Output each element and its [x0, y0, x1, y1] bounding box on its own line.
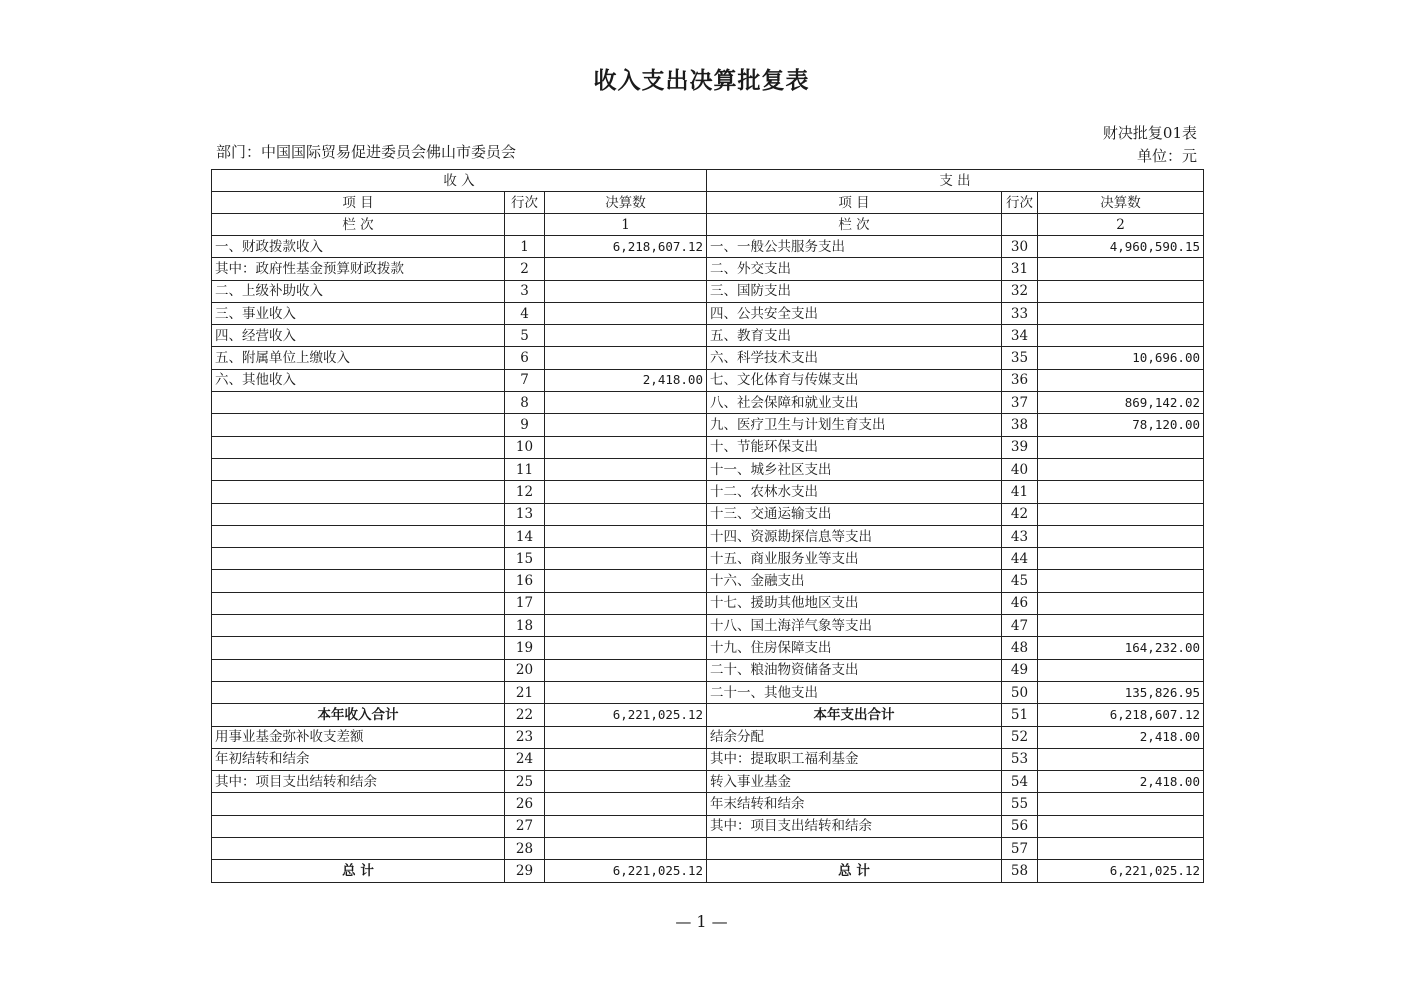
income-item-cell [212, 570, 505, 592]
table-row [212, 704, 1204, 726]
income-amount-cell: 6,218,607.12 [545, 236, 707, 258]
table-row [212, 860, 1204, 882]
expense-amount-cell [1038, 838, 1204, 860]
expense-item-cell: 十四、资源勘探信息等支出 [707, 525, 1002, 547]
expense-rowno-cell: 36 [1002, 369, 1038, 391]
income-item-cell [212, 838, 505, 860]
expense-item-cell: 十、节能环保支出 [707, 436, 1002, 458]
table-row [212, 236, 1204, 258]
expense-item-cell: 二十、粮油物资储备支出 [707, 659, 1002, 681]
page-title: 收入支出决算批复表 [593, 68, 810, 94]
income-header: 收 入 [212, 170, 707, 192]
expense-amount-cell: 869,142.02 [1038, 392, 1204, 414]
income-rowno-cell: 14 [505, 525, 545, 547]
expense-rowno-cell: 32 [1002, 280, 1038, 302]
expense-rowno-cell: 33 [1002, 302, 1038, 324]
expense-item-header: 项 目 [707, 192, 1002, 214]
income-rowno-cell: 26 [505, 793, 545, 815]
income-amount-cell [545, 548, 707, 570]
income-rowno-cell: 24 [505, 748, 545, 770]
income-item-cell [212, 548, 505, 570]
table-row [212, 392, 1204, 414]
income-rowno-cell: 5 [505, 325, 545, 347]
unit-label: 单位：元 [1136, 147, 1197, 165]
expense-item-cell: 九、医疗卫生与计划生育支出 [707, 414, 1002, 436]
expense-item-cell: 十七、援助其他地区支出 [707, 592, 1002, 614]
expense-rowno-cell: 42 [1002, 503, 1038, 525]
income-amount-cell [545, 481, 707, 503]
expense-item-cell: 十二、农林水支出 [707, 481, 1002, 503]
expense-amount-cell [1038, 280, 1204, 302]
expense-item-cell: 三、国防支出 [707, 280, 1002, 302]
expense-item-cell: 结余分配 [707, 726, 1002, 748]
income-expense-table [211, 169, 1204, 883]
expense-amount-header: 决算数 [1038, 192, 1204, 214]
income-rowno-cell: 13 [505, 503, 545, 525]
expense-item-cell: 十九、住房保障支出 [707, 637, 1002, 659]
expense-amount-cell [1038, 815, 1204, 837]
expense-amount-cell [1038, 525, 1204, 547]
expense-amount-cell [1038, 615, 1204, 637]
table-row [212, 548, 1204, 570]
expense-item-cell: 六、科学技术支出 [707, 347, 1002, 369]
expense-amount-cell: 2,418.00 [1038, 726, 1204, 748]
expense-amount-cell [1038, 458, 1204, 480]
table-row [212, 458, 1204, 480]
department-label: 部门：中国国际贸易促进委员会佛山市委员会 [216, 143, 517, 161]
income-amount-cell [545, 615, 707, 637]
header-row-columns [212, 192, 1204, 214]
income-item-cell: 其中：项目支出结转和结余 [212, 771, 505, 793]
table-row [212, 681, 1204, 703]
expense-rowno-cell: 46 [1002, 592, 1038, 614]
income-item-header: 项 目 [212, 192, 505, 214]
income-amount-cell [545, 503, 707, 525]
table-row [212, 525, 1204, 547]
income-amount-cell [545, 681, 707, 703]
income-item-cell: 其中：政府性基金预算财政拨款 [212, 258, 505, 280]
expense-amount-cell [1038, 302, 1204, 324]
table-row [212, 302, 1204, 324]
income-rowno-cell: 6 [505, 347, 545, 369]
expense-rowno-cell: 35 [1002, 347, 1038, 369]
expense-rowno-cell: 30 [1002, 236, 1038, 258]
income-rowno-cell: 9 [505, 414, 545, 436]
income-rowno-cell: 21 [505, 681, 545, 703]
expense-rowno-cell: 40 [1002, 458, 1038, 480]
income-item-cell [212, 503, 505, 525]
income-amount-cell [545, 793, 707, 815]
income-amount-cell [545, 570, 707, 592]
table-row [212, 793, 1204, 815]
expense-amount-cell [1038, 748, 1204, 770]
income-amount-cell [545, 525, 707, 547]
expense-amount-cell [1038, 548, 1204, 570]
income-item-cell: 二、上级补助收入 [212, 280, 505, 302]
income-rowno-cell: 11 [505, 458, 545, 480]
income-rowno-cell: 17 [505, 592, 545, 614]
expense-item-cell: 十六、金融支出 [707, 570, 1002, 592]
income-column-label: 栏 次 [212, 214, 505, 236]
table-row [212, 726, 1204, 748]
income-amount-cell [545, 838, 707, 860]
income-amount-cell [545, 347, 707, 369]
income-amount-cell [545, 392, 707, 414]
expense-rowno-cell: 45 [1002, 570, 1038, 592]
expense-column-number: 2 [1038, 214, 1204, 236]
income-rowno-cell: 29 [505, 860, 545, 882]
expense-item-cell: 七、文化体育与传媒支出 [707, 369, 1002, 391]
table-row [212, 481, 1204, 503]
income-amount-header: 决算数 [545, 192, 707, 214]
expense-amount-cell [1038, 325, 1204, 347]
income-rowno-cell: 15 [505, 548, 545, 570]
expense-rowno-cell: 38 [1002, 414, 1038, 436]
expense-amount-cell: 4,960,590.15 [1038, 236, 1204, 258]
income-item-cell: 五、附属单位上缴收入 [212, 347, 505, 369]
expense-rowno-cell: 53 [1002, 748, 1038, 770]
table-row [212, 815, 1204, 837]
income-item-cell [212, 414, 505, 436]
table-row [212, 503, 1204, 525]
expense-item-cell: 转入事业基金 [707, 771, 1002, 793]
income-amount-cell [545, 748, 707, 770]
income-amount-cell [545, 815, 707, 837]
income-rowno-cell: 16 [505, 570, 545, 592]
income-amount-cell [545, 637, 707, 659]
table-row [212, 637, 1204, 659]
table-row [212, 436, 1204, 458]
table-row [212, 369, 1204, 391]
income-rowno-cell: 25 [505, 771, 545, 793]
expense-rowno-cell: 51 [1002, 704, 1038, 726]
expense-amount-cell: 10,696.00 [1038, 347, 1204, 369]
expense-rowno-cell: 50 [1002, 681, 1038, 703]
expense-amount-cell [1038, 503, 1204, 525]
income-rowno-cell: 27 [505, 815, 545, 837]
table-row [212, 615, 1204, 637]
income-item-cell [212, 592, 505, 614]
expense-rowno-cell: 56 [1002, 815, 1038, 837]
income-item-cell [212, 615, 505, 637]
expense-amount-cell: 164,232.00 [1038, 637, 1204, 659]
expense-amount-cell [1038, 436, 1204, 458]
expense-rowno-cell: 48 [1002, 637, 1038, 659]
expense-column-blank [1002, 214, 1038, 236]
income-rowno-cell: 20 [505, 659, 545, 681]
table-row [212, 659, 1204, 681]
table-row [212, 592, 1204, 614]
table-row [212, 280, 1204, 302]
expense-amount-cell [1038, 481, 1204, 503]
expense-item-cell: 十五、商业服务业等支出 [707, 548, 1002, 570]
income-item-cell: 三、事业收入 [212, 302, 505, 324]
expense-rowno-cell: 31 [1002, 258, 1038, 280]
expense-amount-cell [1038, 659, 1204, 681]
expense-rowno-cell: 47 [1002, 615, 1038, 637]
income-amount-cell [545, 414, 707, 436]
income-amount-cell [545, 302, 707, 324]
income-rowno-cell: 23 [505, 726, 545, 748]
expense-amount-cell: 78,120.00 [1038, 414, 1204, 436]
income-rowno-cell: 8 [505, 392, 545, 414]
income-amount-cell [545, 458, 707, 480]
income-item-cell [212, 458, 505, 480]
expense-amount-cell [1038, 570, 1204, 592]
expense-rowno-cell: 34 [1002, 325, 1038, 347]
income-item-cell: 用事业基金弥补收支差额 [212, 726, 505, 748]
income-rowno-cell: 18 [505, 615, 545, 637]
income-item-cell [212, 681, 505, 703]
expense-item-cell: 年末结转和结余 [707, 793, 1002, 815]
table-row [212, 347, 1204, 369]
income-item-cell: 四、经营收入 [212, 325, 505, 347]
income-amount-cell [545, 771, 707, 793]
expense-column-label: 栏 次 [707, 214, 1002, 236]
income-amount-cell [545, 592, 707, 614]
income-amount-cell: 2,418.00 [545, 369, 707, 391]
income-rowno-header: 行次 [505, 192, 545, 214]
income-item-cell: 年初结转和结余 [212, 748, 505, 770]
income-item-cell: 本年收入合计 [212, 704, 505, 726]
income-rowno-cell: 7 [505, 369, 545, 391]
income-rowno-cell: 28 [505, 838, 545, 860]
expense-item-cell: 二、外交支出 [707, 258, 1002, 280]
table-row [212, 570, 1204, 592]
header-row-section [212, 170, 1204, 192]
expense-item-cell: 四、公共安全支出 [707, 302, 1002, 324]
expense-rowno-cell: 49 [1002, 659, 1038, 681]
expense-item-cell: 其中：项目支出结转和结余 [707, 815, 1002, 837]
expense-amount-cell [1038, 369, 1204, 391]
expense-rowno-cell: 58 [1002, 860, 1038, 882]
income-amount-cell: 6,221,025.12 [545, 704, 707, 726]
expense-item-cell: 总 计 [707, 860, 1002, 882]
income-item-cell [212, 815, 505, 837]
expense-amount-cell: 6,218,607.12 [1038, 704, 1204, 726]
income-amount-cell [545, 436, 707, 458]
income-amount-cell [545, 258, 707, 280]
expense-rowno-cell: 44 [1002, 548, 1038, 570]
expense-item-cell: 五、教育支出 [707, 325, 1002, 347]
expense-amount-cell [1038, 258, 1204, 280]
expense-item-cell: 十八、国土海洋气象等支出 [707, 615, 1002, 637]
table-row [212, 414, 1204, 436]
expense-amount-cell: 2,418.00 [1038, 771, 1204, 793]
income-rowno-cell: 4 [505, 302, 545, 324]
income-item-cell [212, 481, 505, 503]
income-column-number: 1 [545, 214, 707, 236]
income-rowno-cell: 19 [505, 637, 545, 659]
expense-item-cell: 其中：提取职工福利基金 [707, 748, 1002, 770]
table-row [212, 748, 1204, 770]
expense-item-cell: 十一、城乡社区支出 [707, 458, 1002, 480]
expense-item-cell: 本年支出合计 [707, 704, 1002, 726]
income-rowno-cell: 10 [505, 436, 545, 458]
form-code: 财决批复01表 [1102, 124, 1197, 142]
income-item-cell [212, 436, 505, 458]
income-rowno-cell: 12 [505, 481, 545, 503]
expense-item-cell: 八、社会保障和就业支出 [707, 392, 1002, 414]
income-column-blank [505, 214, 545, 236]
expense-rowno-cell: 43 [1002, 525, 1038, 547]
table-row [212, 325, 1204, 347]
income-item-cell [212, 793, 505, 815]
expense-amount-cell [1038, 793, 1204, 815]
income-item-cell [212, 659, 505, 681]
table-row [212, 771, 1204, 793]
expense-amount-cell [1038, 592, 1204, 614]
income-item-cell [212, 637, 505, 659]
income-amount-cell [545, 325, 707, 347]
income-rowno-cell: 2 [505, 258, 545, 280]
income-item-cell: 一、财政拨款收入 [212, 236, 505, 258]
expense-rowno-cell: 54 [1002, 771, 1038, 793]
expense-item-cell: 十三、交通运输支出 [707, 503, 1002, 525]
income-amount-cell: 6,221,025.12 [545, 860, 707, 882]
expense-rowno-header: 行次 [1002, 192, 1038, 214]
income-item-cell [212, 525, 505, 547]
income-item-cell: 六、其他收入 [212, 369, 505, 391]
expense-rowno-cell: 57 [1002, 838, 1038, 860]
expense-header: 支 出 [707, 170, 1204, 192]
expense-rowno-cell: 37 [1002, 392, 1038, 414]
expense-rowno-cell: 39 [1002, 436, 1038, 458]
expense-rowno-cell: 55 [1002, 793, 1038, 815]
table-row [212, 258, 1204, 280]
income-amount-cell [545, 726, 707, 748]
expense-item-cell: 一、一般公共服务支出 [707, 236, 1002, 258]
expense-rowno-cell: 41 [1002, 481, 1038, 503]
income-item-cell: 总 计 [212, 860, 505, 882]
header-row-column-numbers [212, 214, 1204, 236]
income-rowno-cell: 3 [505, 280, 545, 302]
page-number: — 1 — [675, 912, 728, 931]
income-rowno-cell: 22 [505, 704, 545, 726]
expense-amount-cell: 135,826.95 [1038, 681, 1204, 703]
expense-rowno-cell: 52 [1002, 726, 1038, 748]
income-amount-cell [545, 659, 707, 681]
expense-amount-cell: 6,221,025.12 [1038, 860, 1204, 882]
income-item-cell [212, 392, 505, 414]
income-rowno-cell: 1 [505, 236, 545, 258]
table-row [212, 838, 1204, 860]
expense-item-cell: 二十一、其他支出 [707, 681, 1002, 703]
expense-item-cell [707, 838, 1002, 860]
income-amount-cell [545, 280, 707, 302]
